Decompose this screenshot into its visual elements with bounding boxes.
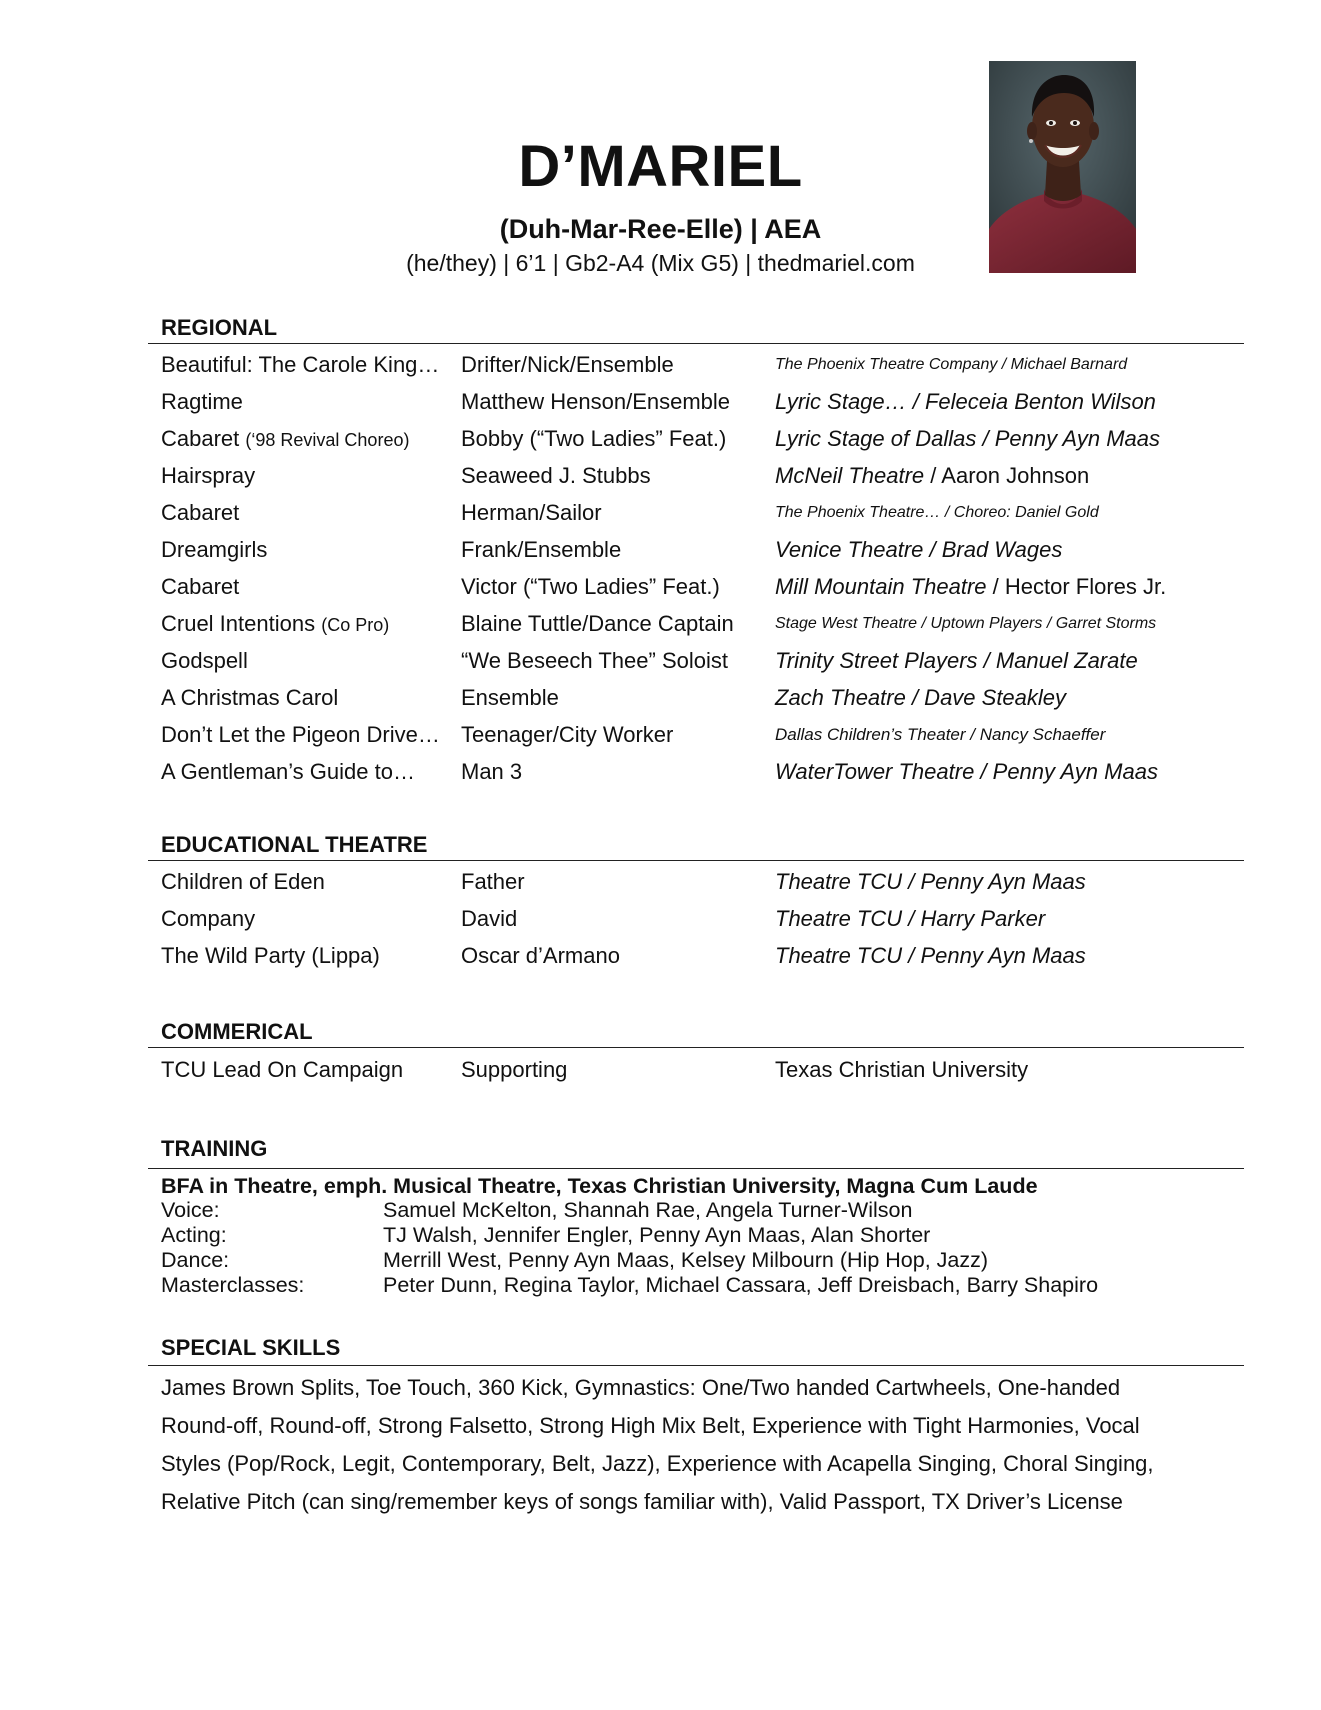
show-note: (‘98 Revival Choreo)	[245, 430, 410, 450]
role: Man 3	[461, 759, 523, 784]
training-teachers: Peter Dunn, Regina Taylor, Michael Cassara, Jeff Dreisbach, Barry Shapiro	[383, 1273, 1099, 1297]
contact-details: (he/they) | 6’1 | Gb2-A4 (Mix G5) | thedmariel.com	[406, 250, 915, 276]
training-teachers: Merrill West, Penny Ayn Maas, Kelsey Milbourn (Hip Hop, Jazz)	[383, 1248, 989, 1272]
credit-row	[0, 387, 1321, 417]
show-title	[161, 609, 389, 640]
credit-row	[0, 350, 1321, 380]
training-label: Acting:	[161, 1223, 227, 1247]
credit-row	[0, 646, 1321, 676]
training-label: Masterclasses:	[161, 1273, 305, 1297]
training-row	[0, 1273, 1321, 1298]
venue-director: Texas Christian University	[775, 1057, 1029, 1082]
credit-row	[0, 904, 1321, 934]
venue-director: The Phoenix Theatre… / Choreo: Daniel Gold	[775, 504, 1099, 521]
credit-row	[0, 572, 1321, 602]
degree: BFA in Theatre, emph. Musical Theatre, Texas Christian University, Magna Cum Laude	[161, 1174, 1038, 1198]
show-title: Don’t Let the Pigeon Drive…	[161, 722, 440, 747]
show-title: Cabaret	[161, 500, 240, 525]
show-title: TCU Lead On Campaign	[161, 1057, 404, 1082]
role: Matthew Henson/Ensemble	[461, 389, 731, 414]
training-row	[0, 1248, 1321, 1273]
section-heading-regional: REGIONAL	[161, 315, 278, 340]
role: David	[461, 906, 518, 931]
show-title: A Gentleman’s Guide to…	[161, 759, 415, 784]
venue-director: WaterTower Theatre / Penny Ayn Maas	[775, 759, 1158, 784]
venue-director: Dallas Children’s Theater / Nancy Schaeffer	[775, 725, 1106, 744]
section-divider	[148, 1168, 1244, 1169]
show-name: Cabaret	[161, 426, 246, 451]
section-divider	[148, 1365, 1244, 1366]
venue-director	[775, 572, 1166, 602]
role: Ensemble	[461, 685, 559, 710]
credit-row	[0, 941, 1321, 971]
show-title: Cabaret	[161, 574, 240, 599]
role: Oscar d’Armano	[461, 943, 620, 968]
director: / Aaron Johnson	[924, 463, 1090, 488]
credit-row	[0, 609, 1321, 639]
role: Supporting	[461, 1057, 568, 1082]
venue-director: Theatre TCU / Penny Ayn Maas	[775, 943, 1086, 968]
show-title: Ragtime	[161, 389, 243, 414]
credit-row	[0, 867, 1321, 897]
director: / Hector Flores Jr.	[986, 574, 1167, 599]
venue-director	[775, 461, 1089, 491]
show-name: Cruel Intentions	[161, 611, 322, 636]
venue-director: Theatre TCU / Harry Parker	[775, 906, 1046, 931]
show-title: The Wild Party (Lippa)	[161, 943, 380, 968]
role: Teenager/City Worker	[461, 722, 674, 747]
venue-director: Lyric Stage of Dallas / Penny Ayn Maas	[775, 426, 1160, 451]
credit-row	[0, 683, 1321, 713]
show-title: Beautiful: The Carole King…	[161, 352, 440, 377]
venue: McNeil Theatre	[775, 463, 925, 488]
role: Seaweed J. Stubbs	[461, 463, 651, 488]
credit-row	[0, 498, 1321, 528]
training-label: Voice:	[161, 1198, 220, 1222]
section-heading-commercial: COMMERICAL	[161, 1019, 313, 1044]
credit-row	[0, 720, 1321, 750]
performer-name: D’MARIEL	[518, 134, 803, 199]
role: Bobby (“Two Ladies” Feat.)	[461, 426, 727, 451]
special-skills-text	[161, 1369, 1161, 1521]
training-teachers: Samuel McKelton, Shannah Rae, Angela Turner-Wilson	[383, 1198, 913, 1222]
credit-row	[0, 461, 1321, 491]
training-label: Dance:	[161, 1248, 230, 1272]
role: Victor (“Two Ladies” Feat.)	[461, 574, 720, 599]
credit-row	[0, 757, 1321, 787]
role: Frank/Ensemble	[461, 537, 622, 562]
venue-director: Lyric Stage… / Feleceia Benton Wilson	[775, 389, 1156, 414]
venue-director: The Phoenix Theatre Company / Michael Barnard	[775, 356, 1128, 373]
venue-director: Theatre TCU / Penny Ayn Maas	[775, 869, 1086, 894]
section-divider	[148, 860, 1244, 861]
section-heading-training: TRAINING	[161, 1136, 268, 1161]
show-title: Children of Eden	[161, 869, 325, 894]
skills-line: James Brown Splits, Toe Touch, 360 Kick, Gymnastics: One/Two handed Cartwheels, One-handed	[161, 1375, 1121, 1400]
training-row	[0, 1223, 1321, 1248]
venue-director: Venice Theatre / Brad Wages	[775, 537, 1063, 562]
venue-director: Zach Theatre / Dave Steakley	[775, 685, 1067, 710]
credit-row	[0, 424, 1321, 454]
show-title: A Christmas Carol	[161, 685, 339, 710]
section-heading-skills: SPECIAL SKILLS	[161, 1335, 341, 1360]
training-row	[0, 1198, 1321, 1223]
role: Herman/Sailor	[461, 500, 602, 525]
section-divider	[148, 1047, 1244, 1048]
show-title: Dreamgirls	[161, 537, 268, 562]
skills-line: Styles (Pop/Rock, Legit, Contemporary, Belt, Jazz), Experience with Acapella Singing, Choral Singing,	[161, 1451, 1154, 1476]
show-title: Godspell	[161, 648, 248, 673]
role: “We Beseech Thee” Soloist	[461, 648, 728, 673]
training-teachers: TJ Walsh, Jennifer Engler, Penny Ayn Maas, Alan Shorter	[383, 1223, 931, 1247]
role: Drifter/Nick/Ensemble	[461, 352, 674, 377]
role: Father	[461, 869, 525, 894]
skills-line: Round-off, Round-off, Strong Falsetto, Strong High Mix Belt, Experience with Tight Harmonies, Vocal	[161, 1413, 1140, 1438]
show-title: Hairspray	[161, 463, 256, 488]
pronunciation-union: (Duh-Mar-Ree-Elle) | AEA	[499, 214, 822, 244]
skills-line: Relative Pitch (can sing/remember keys of songs familiar with), Valid Passport, TX Driver’s License	[161, 1489, 1123, 1514]
credit-row	[0, 1055, 1321, 1085]
credit-row	[0, 535, 1321, 565]
section-heading-educational: EDUCATIONAL THEATRE	[161, 832, 428, 857]
show-title: Company	[161, 906, 256, 931]
venue-director: Stage West Theatre / Uptown Players / Garret Storms	[775, 615, 1157, 632]
venue: Mill Mountain Theatre	[775, 574, 987, 599]
show-note: (Co Pro)	[321, 615, 390, 635]
role: Blaine Tuttle/Dance Captain	[461, 611, 734, 636]
section-divider	[148, 343, 1244, 344]
venue-director: Trinity Street Players / Manuel Zarate	[775, 648, 1138, 673]
show-title	[161, 424, 409, 455]
